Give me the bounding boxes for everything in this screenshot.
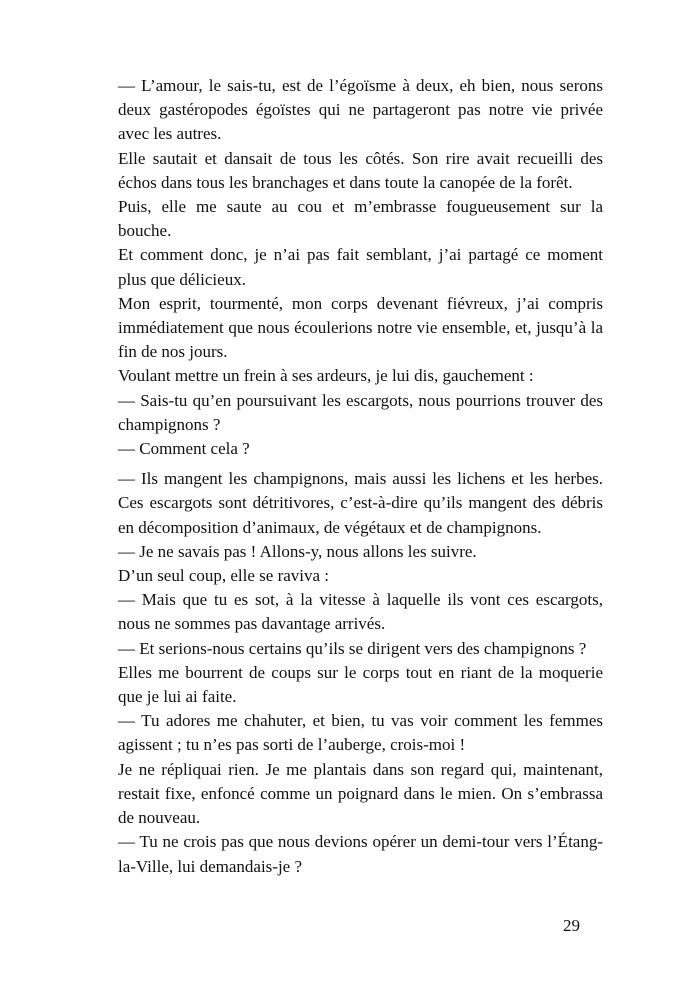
paragraph: — L’amour, le sais-tu, est de l’égoïsme à deux, eh bien, nous serons deux gastéropodes égoïstes qui ne partageront pas notre vie privée avec les autres. <box>118 76 603 144</box>
paragraph: — Comment cela ? <box>118 439 250 459</box>
paragraph: Puis, elle me saute au cou et m’embrasse fougueusement sur la bouche. <box>118 197 603 241</box>
page-number: 29 <box>563 916 580 935</box>
paragraph: — Tu ne crois pas que nous devions opérer un demi-tour vers l’Étang-la-Ville, lui demandais-je ? <box>118 832 603 876</box>
paragraph: — Tu adores me chahuter, et bien, tu vas voir comment les femmes agissent ; tu n’es pas sorti de l’auberge, crois-moi ! <box>118 711 603 755</box>
paragraph: Mon esprit, tourmenté, mon corps devenant fiévreux, j’ai compris immédiatement que nous écoulerions notre vie ensemble, et, jusqu’à la fin de nos jours. <box>118 293 603 362</box>
paragraph: Et comment donc, je n’ai pas fait semblant, j’ai partagé ce moment plus que délicieux. <box>118 245 603 289</box>
paragraph: Voulant mettre un frein à ses ardeurs, je lui dis, gauchement : <box>118 366 534 386</box>
paragraph: Je ne répliquai rien. Je me plantais dans son regard qui, maintenant, restait fixe, enfoncé comme un poignard dans le mien. On s’embrassa de nouveau. <box>118 759 603 828</box>
paragraph: — Sais-tu qu’en poursuivant les escargots, nous pourrions trouver des champignons ? <box>118 390 603 434</box>
paragraph: — Je ne savais pas ! Allons-y, nous allons les suivre. <box>118 541 477 561</box>
paragraph: D’un seul coup, elle se raviva : <box>118 566 330 586</box>
paragraph: — Mais que tu es sot, à la vitesse à laquelle ils vont ces escargots, nous ne sommes pas davantage arrivés. <box>118 590 603 634</box>
paragraph: — Et serions-nous certains qu’ils se dirigent vers des champignons ? <box>118 638 587 658</box>
paragraph: Elles me bourrent de coups sur le corps tout en riant de la moquerie que je lui ai faite. <box>118 662 603 707</box>
body-text <box>118 74 603 879</box>
paragraph: — Ils mangent les champignons, mais aussi les lichens et les herbes. Ces escargots sont détritivores, c’est-à-dire qu’ils mangent des débris en décomposition d’animaux, de végétaux et de champignons. <box>118 469 603 537</box>
paragraph: Elle sautait et dansait de tous les côtés. Son rire avait recueilli des échos dans tous les branchages et dans toute la canopée de la forêt. <box>118 148 603 192</box>
